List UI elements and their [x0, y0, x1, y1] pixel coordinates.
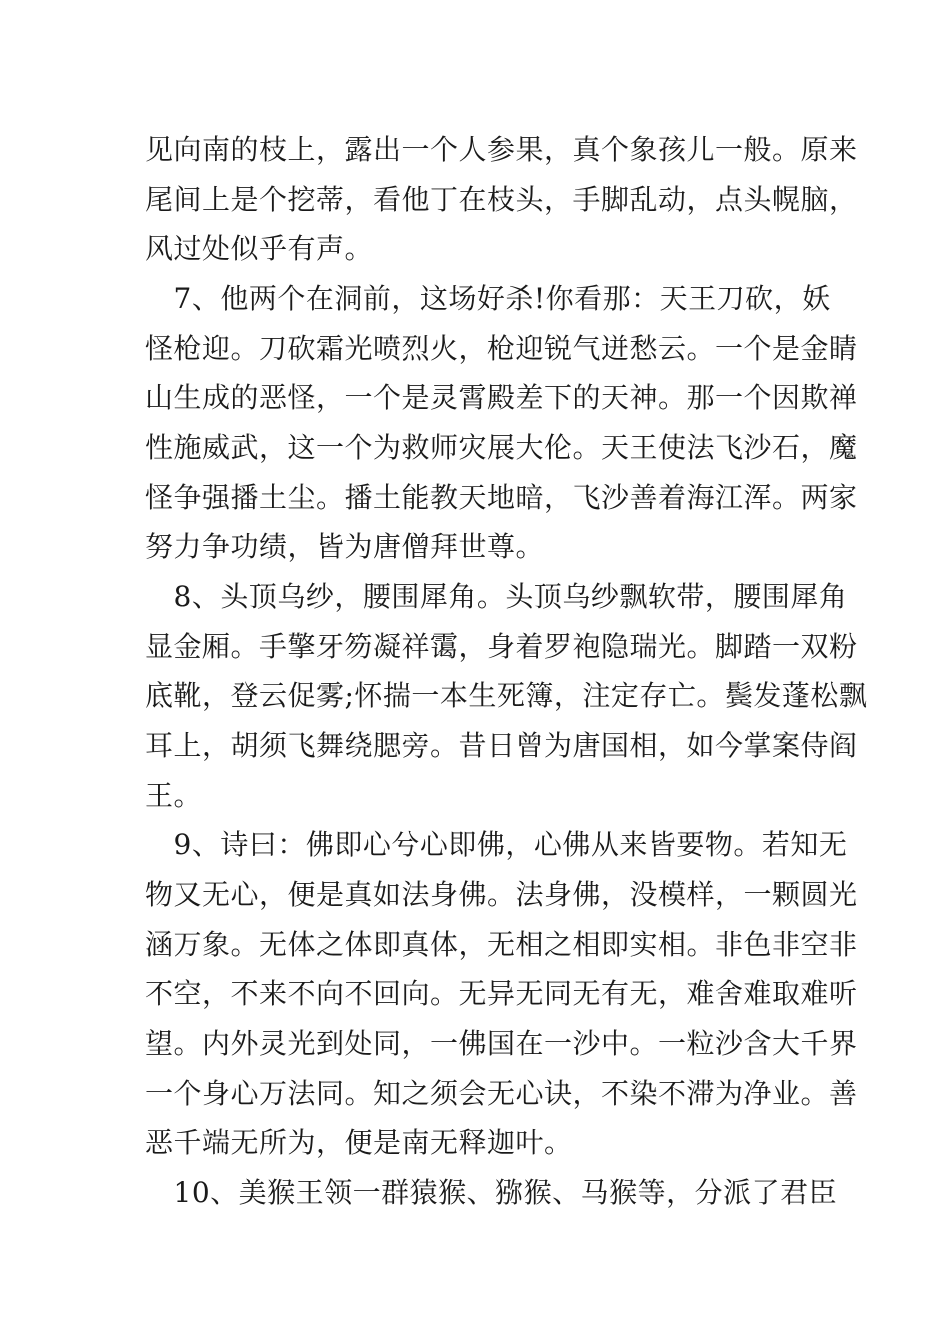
- text-line: 9、诗曰：佛即心兮心即佛，心佛从来皆要物。若知无: [145, 828, 848, 861]
- text-line: 风过处似乎有声。: [145, 232, 374, 265]
- text-line: 山生成的恶怪，一个是灵霄殿差下的天神。那一个因欺禅: [145, 381, 858, 414]
- text-line: 望。内外灵光到处同，一佛国在一沙中。一粒沙含大千界: [145, 1027, 858, 1060]
- text-line: 王。: [145, 779, 203, 812]
- text-line: 不空，不来不向不回向。无异无同无有无，难舍难取难听: [145, 977, 858, 1010]
- text-line: 怪枪迎。刀砍霜光喷烈火，枪迎锐气迸愁云。一个是金睛: [145, 332, 858, 365]
- text-line: 一个身心万法同。知之须会无心诀，不染不滞为净业。善: [145, 1077, 858, 1110]
- text-line: 涵万象。无体之体即真体，无相之相即实相。非色非空非: [145, 928, 858, 961]
- text-line: 7、他两个在洞前，这场好杀!你看那：天王刀砍，妖: [145, 282, 831, 315]
- text-line: 耳上，胡须飞舞绕腮旁。昔日曾为唐国相，如今掌案侍阎: [145, 729, 858, 762]
- text-line: 8、头顶乌纱，腰围犀角。头顶乌纱飘软带，腰围犀角: [145, 580, 848, 613]
- text-line: 物又无心，便是真如法身佛。法身佛，没模样，一颗圆光: [145, 878, 858, 911]
- text-line: 尾间上是个挖蒂，看他丁在枝头，手脚乱动，点头幌脑，: [145, 183, 858, 216]
- text-line: 显金厢。手擎牙笏凝祥霭，身着罗袍隐瑞光。脚踏一双粉: [145, 630, 858, 663]
- text-line: 底靴，登云促雾;怀揣一本生死簿，注定存亡。鬓发蓬松飘: [145, 679, 868, 712]
- text-line: 性施威武，这一个为救师灾展大伦。天王使法飞沙石，魔: [145, 431, 858, 464]
- text-line: 10、美猴王领一群猿猴、猕猴、马猴等，分派了君臣: [145, 1176, 838, 1209]
- text-line: 恶千端无所为，便是南无释迦叶。: [145, 1126, 573, 1159]
- text-line: 见向南的枝上，露出一个人参果，真个象孩儿一般。原来: [145, 133, 858, 166]
- text-line: 怪争强播土尘。播土能教天地暗，飞沙善着海江浑。两家: [145, 481, 858, 514]
- text-line: 努力争功绩，皆为唐僧拜世尊。: [145, 530, 545, 563]
